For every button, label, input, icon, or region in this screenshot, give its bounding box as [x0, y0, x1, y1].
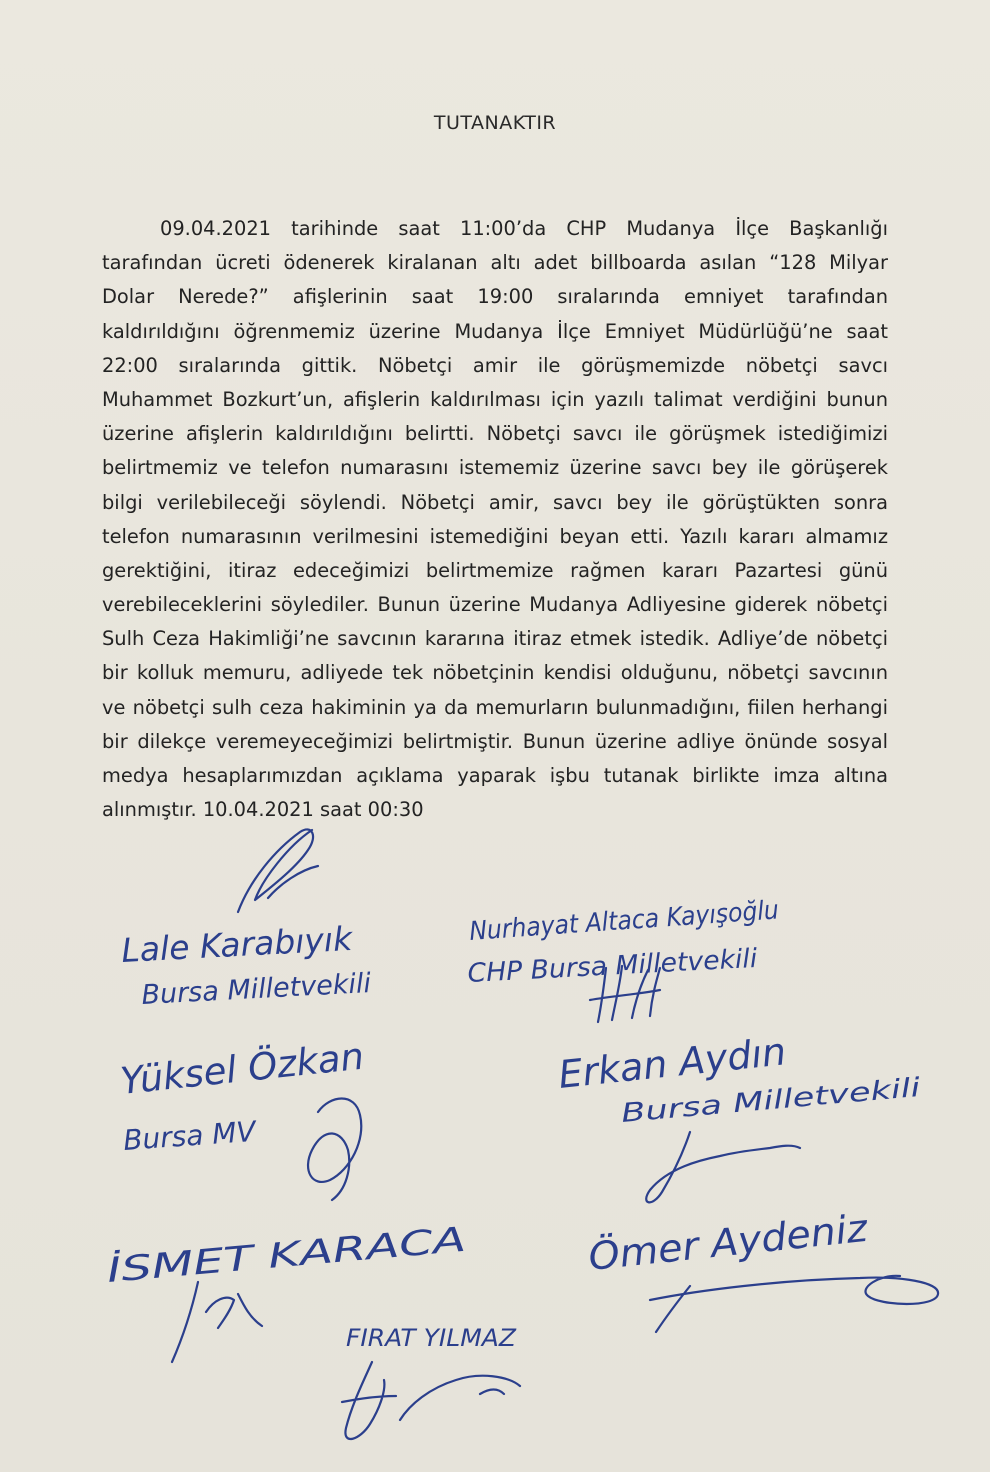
document-title: TUTANAKTIR [433, 112, 557, 134]
signature-name: Nurhayat Altaca Kayışoğlu [468, 893, 813, 947]
body-line: bilgi verilebileceği söylendi. Nöbetçi amir, savcı bey ile görüştükten sonra [102, 490, 888, 514]
body-line: telefon numarasının verilmesini istemediğini beyan etti. Yazılı kararı almamız [102, 524, 888, 548]
signature-scribble [646, 1132, 800, 1202]
body-line: tarafından ücreti ödenerek kiralanan altı adet billboarda asılan “128 Milyar [102, 251, 888, 275]
body-line: belirtmemiz ve telefon numarasını istememiz üzerine savcı bey ile görüşerek [102, 456, 888, 480]
signature-name: FIRAT YILMAZ [346, 1324, 517, 1352]
signature-name: İSMET KARACA [105, 1229, 362, 1291]
signature-block-lale-karabiyik [120, 829, 372, 1011]
body-line: Sulh Ceza Hakimliği’ne savcının kararına itiraz etmek istedik. Adliye’de nöbetçi [102, 627, 888, 651]
signature-block-omer [586, 1206, 938, 1332]
body-line: 09.04.2021 tarihinde saat 11:00’da CHP Mudanya İlçe Başkanlığı [160, 217, 888, 240]
signature-scribble [342, 1362, 520, 1439]
signature-role: Bursa Milletvekili [140, 968, 372, 1011]
body-line: bir kolluk memuru, adliyede tek nöbetçinin kendisi olduğunu, nöbetçi savcının [102, 661, 888, 685]
signature-block-erkan-aydin [556, 1029, 922, 1202]
signature-role: Bursa Milletvekili [619, 1079, 843, 1129]
body-line: bir dilekçe veremeyeceğimizi belirtmiştir. Bunun üzerine adliye önünde sosyal [102, 729, 888, 753]
body-line: Muhammet Bozkurt’un, afişlerin kaldırılması için yazılı talimat verdiğini bunun [102, 387, 888, 411]
signature-role: Bursa MV [122, 1114, 257, 1157]
body-line: medya hesaplarımızdan açıklama yaparak işbu tutanak birlikte imza altına [102, 764, 888, 787]
signature-block-yuksel-ozkan [118, 1035, 365, 1200]
body-line: ve nöbetçi sulh ceza hakiminin ya da memurların bulunmadığını, fiilen herhangi [102, 695, 888, 719]
signature-scribble [238, 829, 318, 912]
signature-name: Ömer Aydeniz [586, 1207, 859, 1279]
signature-block-firat-yilmaz [342, 1324, 520, 1439]
signature-name: Yüksel Özkan [118, 1034, 366, 1103]
body-line: gerektiğini, itiraz edeceğimizi belirtmemize rağmen kararı Pazartesi günü [102, 558, 888, 582]
body-line: verebileceklerini söylediler. Bunun üzerine Mudanya Adliyesine giderek nöbetçi [102, 593, 888, 617]
signature-name: Lale Karabıyık [120, 918, 354, 970]
body-line: 22:00 sıralarında gittik. Nöbetçi amir ile görüşmemizde nöbetçi savcı [102, 353, 888, 377]
signature-scribble [650, 1276, 938, 1332]
body-line: Dolar Nerede?” afişlerinin saat 19:00 sıralarında emniyet tarafından [102, 285, 888, 309]
body-line: alınmıştır. 10.04.2021 saat 00:30 [102, 798, 424, 822]
signature-scribble [308, 1099, 361, 1201]
signature-name: Erkan Aydın [556, 1029, 789, 1097]
signature-role: CHP Bursa Milletvekili [466, 944, 751, 989]
signature-scribble [172, 1282, 262, 1362]
body-line: üzerine afişlerin kaldırıldığını belirtti. Nöbetçi savcı ile görüşmek istediğimizi [102, 422, 888, 446]
signature-block-nurhayat-altaca-kayisoglu [466, 893, 813, 1022]
body-line: kaldırıldığını öğrenmemiz üzerine Mudanya İlçe Emniyet Müdürlüğü’ne saat [102, 319, 888, 343]
